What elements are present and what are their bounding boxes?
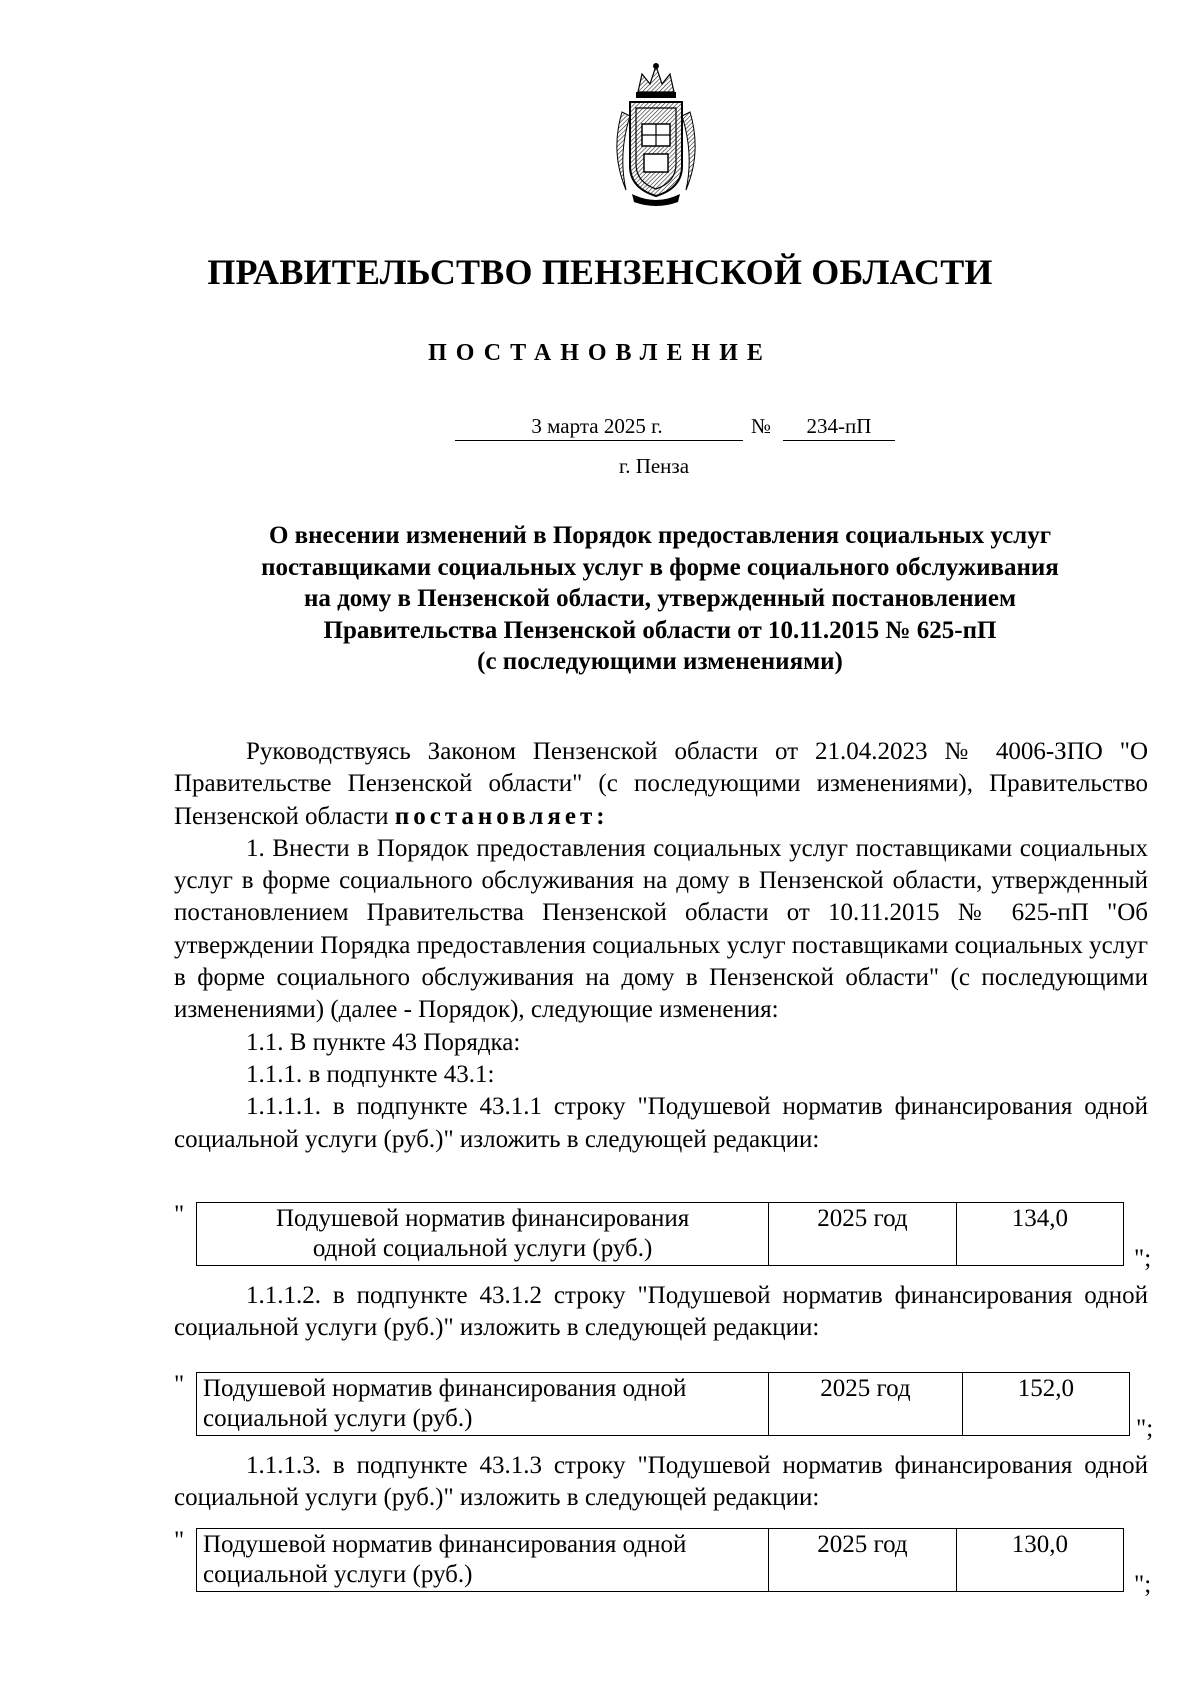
resolves-word: постановляет: — [394, 802, 609, 830]
document-type: ПОСТАНОВЛЕНИЕ — [428, 340, 772, 366]
item-1-1-1-3-paragraph: 1.1.1.3. в подпункте 43.1.3 строку "Подушевой норматив финансирования одной социальной услуги (руб.)" изложить в следующей редакции: — [174, 1452, 1148, 1512]
subject-line: поставщиками социальных услуг в форме социального обслуживания — [261, 553, 1059, 581]
subject-line: на дому в Пензенской области, утвержденный постановлением — [303, 585, 1017, 612]
subject-line: О внесении изменений в Порядок предоставления социальных услуг — [268, 522, 1052, 549]
table-cell-year: 2025 год — [769, 1373, 962, 1436]
item-1-paragraph: 1. Внести в Порядок предоставления социальных услуг поставщиками социальных услуг в форме социального обслуживания на дому в Пензенской области, утвержденный постановлением Правительства Пензенской области от 10.11.2015 № 625-пП "Об утверждении Порядка предоставления социальных услуг поставщиками социальных услуг в форме социального обслуживания на дому в Пензенской области" (с последующими изменениями) (далее - Порядок), следующие изменения: — [174, 834, 1148, 1024]
table-row — [197, 1203, 1124, 1266]
close-quote: "; — [1136, 1415, 1154, 1442]
label-line: Подушевой норматив финансирования одной — [203, 1375, 687, 1402]
close-quote: "; — [1134, 1571, 1152, 1598]
organization-title: ПРАВИТЕЛЬСТВО ПЕНЗЕНСКОЙ ОБЛАСТИ — [207, 252, 993, 292]
document-subject — [160, 520, 1160, 678]
label-line: социальной услуги (руб.) — [203, 1561, 473, 1588]
open-quote: " — [174, 1527, 185, 1554]
label-line: социальной услуги (руб.) — [203, 1405, 473, 1432]
item-1-1-1-1-paragraph: 1.1.1.1. в подпункте 43.1.1 строку "Подушевой норматив финансирования одной социальной услуги (руб.)" изложить в следующей редакции: — [174, 1093, 1148, 1153]
table-cell-label — [197, 1529, 769, 1592]
label-line: Подушевой норматив финансирования — [275, 1205, 690, 1232]
table-cell-label — [197, 1373, 769, 1436]
table-cell-year: 2025 год — [769, 1203, 956, 1266]
table-row — [197, 1529, 1124, 1592]
table-cell-year: 2025 год — [769, 1529, 956, 1592]
table-cell-value: 130,0 — [956, 1529, 1123, 1592]
item-1-1-1-paragraph: 1.1.1. в подпункте 43.1: — [246, 1060, 495, 1088]
table-cell-label — [197, 1203, 769, 1266]
document-date: 3 марта 2025 г. — [455, 412, 743, 441]
open-quote: " — [174, 1371, 185, 1398]
subject-line: Правительства Пензенской области от 10.11.2015 № 625-пП — [323, 616, 997, 644]
close-quote: "; — [1134, 1245, 1152, 1272]
table-cell-value: 134,0 — [956, 1203, 1123, 1266]
item-1-1-paragraph: 1.1. В пункте 43 Порядка: — [246, 1028, 521, 1056]
item-1-1-1-2-paragraph: 1.1.1.2. в подпункте 43.1.2 строку "Подушевой норматив финансирования одной социальной услуги (руб.)" изложить в следующей редакции: — [174, 1282, 1148, 1342]
norm-table-2 — [196, 1372, 1130, 1436]
table-cell-value: 152,0 — [962, 1373, 1129, 1436]
subject-line: (с последующими изменениями) — [477, 648, 843, 675]
coat-of-arms-icon — [608, 62, 704, 208]
preamble-paragraph — [174, 736, 1148, 833]
city: г. Пенза — [618, 454, 690, 478]
norm-table-1 — [196, 1202, 1124, 1266]
document-body-2 — [174, 1280, 1148, 1345]
preamble-text: Руководствуясь Законом Пензенской области от 21.04.2023 № 4006-ЗПО "О Правительстве Пензенской области" (с последующими изменениями), Правительство Пензенской области — [174, 738, 1148, 830]
norm-table-3 — [196, 1528, 1124, 1592]
date-number-line — [455, 412, 895, 442]
open-quote: " — [174, 1201, 185, 1228]
document-body — [174, 736, 1148, 1156]
document-body-3 — [174, 1450, 1148, 1515]
document-number: 234-пП — [783, 412, 895, 441]
label-line: Подушевой норматив финансирования одной — [203, 1531, 687, 1558]
number-sign: № — [751, 414, 772, 438]
label-line: одной социальной услуги (руб.) — [312, 1235, 653, 1262]
table-row — [197, 1373, 1130, 1436]
